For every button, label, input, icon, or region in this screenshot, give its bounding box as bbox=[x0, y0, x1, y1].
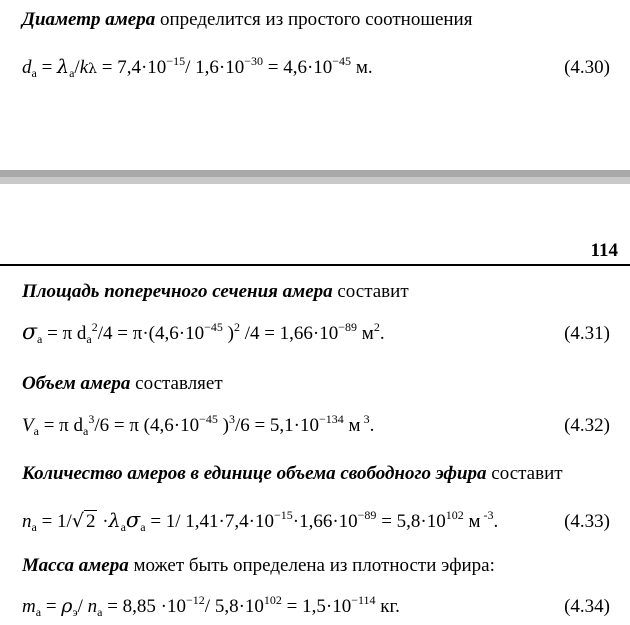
exponent: 3 bbox=[88, 412, 95, 426]
sigma-symbol: σ bbox=[22, 320, 38, 345]
lambda-symbol: λ bbox=[88, 61, 98, 77]
var-d: d bbox=[22, 57, 32, 78]
exponent: 2 bbox=[233, 320, 240, 334]
sqrt-sign: √ 2 bbox=[71, 510, 96, 532]
eq-text: = π d bbox=[42, 323, 87, 344]
equation-4-34 bbox=[22, 593, 400, 619]
exponent: −45 bbox=[332, 54, 352, 68]
eq-text: ·1,66·10 bbox=[292, 511, 358, 532]
eq-text: = 5,8·10 bbox=[376, 511, 446, 532]
lambda-symbol: λ bbox=[57, 56, 70, 78]
equation-4-31 bbox=[22, 322, 385, 344]
equation-number: (4.34) bbox=[564, 596, 610, 617]
exponent: −45 bbox=[199, 412, 218, 426]
var-k: k bbox=[79, 57, 89, 78]
paragraph-count bbox=[22, 464, 563, 483]
sub: a bbox=[120, 520, 126, 534]
eq-text: ) bbox=[222, 323, 234, 344]
exponent: 102 bbox=[263, 593, 282, 607]
unit: м bbox=[343, 415, 361, 436]
eq-text: = 8,85 ·10 bbox=[102, 596, 187, 617]
eq-text: /4 = 1,66·10 bbox=[239, 323, 339, 344]
sub: a bbox=[140, 520, 146, 534]
eq-text: = 1,5·10 bbox=[281, 596, 352, 617]
page-number: 114 bbox=[590, 240, 618, 261]
sigma-symbol: σ bbox=[125, 508, 141, 532]
sub: a bbox=[86, 332, 92, 346]
eq-text: = 1/ 1,41·7,4·10 bbox=[145, 511, 274, 532]
paragraph-diameter bbox=[22, 10, 472, 29]
term-volume: Объем амера bbox=[22, 373, 131, 394]
unit: кг. bbox=[375, 596, 400, 617]
term-diameter: Диаметр амера bbox=[22, 9, 156, 30]
eq-text: . bbox=[379, 323, 385, 344]
eq-text: / 5,8·10 bbox=[204, 596, 264, 617]
eq-text: / 1,6·10 bbox=[185, 57, 245, 78]
sub: a bbox=[35, 605, 42, 619]
sub: a bbox=[31, 66, 37, 80]
sub: a bbox=[69, 66, 75, 80]
var-n: n bbox=[87, 596, 98, 617]
intro-text: может быть определена из плотности эфира: bbox=[128, 555, 495, 576]
eq-text: = bbox=[41, 596, 62, 617]
sub: a bbox=[97, 605, 103, 619]
exponent: −134 bbox=[319, 412, 344, 426]
sub: a bbox=[31, 520, 37, 534]
eq-text: . bbox=[493, 511, 499, 532]
exponent: 3 bbox=[360, 412, 370, 426]
sub: э bbox=[72, 605, 78, 619]
intro-text: составит bbox=[332, 281, 409, 302]
eq-text: /6 = π (4,6·10 bbox=[94, 415, 200, 436]
page-separator bbox=[0, 170, 630, 184]
eq-text: /4 = π·(4,6·10 bbox=[97, 323, 205, 344]
exponent: 2 bbox=[91, 320, 98, 334]
sqrt-value: 2 bbox=[85, 511, 96, 532]
equation-4-32 bbox=[22, 412, 375, 438]
intro-text: определится из простого соотношения bbox=[155, 9, 473, 30]
rho-symbol: ρ bbox=[61, 595, 73, 617]
equation-number: (4.33) bbox=[564, 511, 610, 532]
exponent: 3 bbox=[228, 412, 235, 426]
var-n: n bbox=[22, 511, 32, 532]
intro-text: составит bbox=[486, 463, 563, 484]
paragraph-mass bbox=[22, 556, 495, 575]
eq-text: = 4,6·10 bbox=[262, 57, 333, 78]
paragraph-cross-section bbox=[22, 282, 409, 301]
unit: м bbox=[463, 511, 481, 532]
unit: м. bbox=[351, 57, 373, 78]
eq-text: = π d bbox=[38, 415, 83, 436]
paragraph-volume bbox=[22, 374, 223, 393]
exponent: −89 bbox=[357, 508, 377, 522]
sub: a bbox=[37, 332, 43, 346]
exponent: −12 bbox=[186, 593, 205, 607]
exponent: 2 bbox=[373, 320, 380, 334]
eq-text: / bbox=[74, 57, 80, 78]
exponent: −45 bbox=[204, 320, 223, 334]
var-V: V bbox=[22, 415, 34, 436]
eq-text: = 7,4·10 bbox=[97, 57, 167, 78]
unit: м bbox=[357, 323, 374, 344]
eq-text: / bbox=[77, 596, 88, 617]
header-rule bbox=[0, 264, 630, 266]
exponent: −114 bbox=[351, 593, 376, 607]
equation-number: (4.31) bbox=[564, 323, 610, 344]
var-m: m bbox=[22, 596, 36, 617]
exponent: −30 bbox=[244, 54, 263, 68]
sub: a bbox=[83, 424, 89, 438]
exponent: −15 bbox=[273, 508, 293, 522]
sub: a bbox=[33, 424, 39, 438]
eq-text: ) bbox=[217, 415, 229, 436]
equation-4-30 bbox=[22, 54, 373, 80]
term-mass: Масса амера bbox=[22, 555, 129, 576]
term-cross-section: Площадь поперечного сечения амера bbox=[22, 281, 333, 302]
exponent: 102 bbox=[445, 508, 464, 522]
equation-4-33 bbox=[22, 508, 499, 534]
eq-text: = 1/ bbox=[36, 511, 72, 532]
exponent: -3 bbox=[480, 508, 494, 522]
eq-text: = bbox=[36, 57, 58, 78]
eq-text: . bbox=[369, 415, 375, 436]
eq-text: · bbox=[97, 511, 109, 532]
lambda-symbol: λ bbox=[108, 510, 121, 532]
term-count: Количество амеров в единице объема свободного эфира bbox=[22, 463, 487, 484]
intro-text: составляет bbox=[130, 373, 223, 394]
eq-text: /6 = 5,1·10 bbox=[234, 415, 320, 436]
exponent: −89 bbox=[338, 320, 358, 334]
equation-number: (4.32) bbox=[564, 415, 610, 436]
equation-number: (4.30) bbox=[564, 57, 610, 78]
exponent: −15 bbox=[166, 54, 186, 68]
